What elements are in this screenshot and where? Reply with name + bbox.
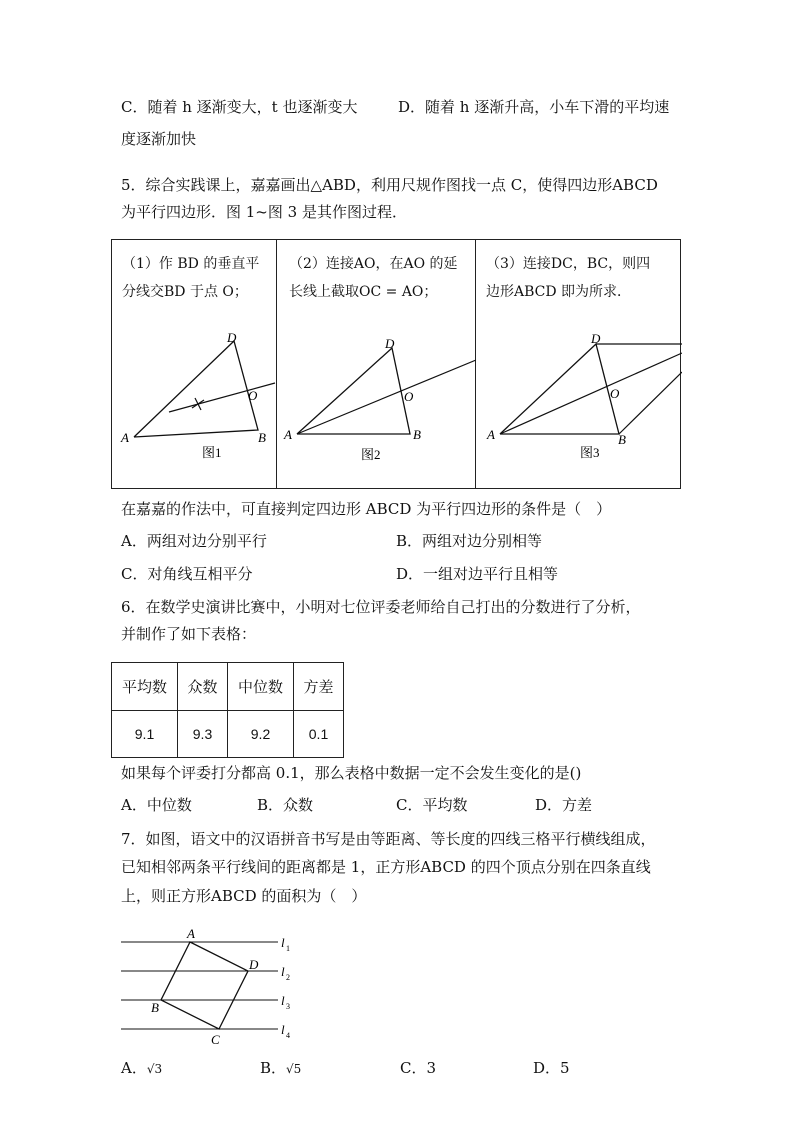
fig3-label-d: D <box>591 331 601 346</box>
q6-stem-line2: 并制作了如下表格： <box>121 625 257 643</box>
fig3-label-o: O <box>610 386 620 401</box>
fig2-label-o: O <box>404 389 414 404</box>
table-header-variance: 方差 <box>294 663 344 711</box>
fig3-label-b: B <box>618 432 626 447</box>
fig1-label-b: B <box>258 430 266 445</box>
table-header-mode: 众数 <box>178 663 228 711</box>
q7-option-a: A．√3 <box>121 1059 163 1077</box>
figure-cell-1 <box>112 240 277 488</box>
table-value-median: 9.2 <box>228 711 294 758</box>
q7-option-b: B．√5 <box>260 1059 302 1077</box>
step3-line2: 边形ABCD 即为所求． <box>486 284 632 300</box>
step1-line2: 分线交BD 于点 O； <box>122 284 248 300</box>
table-value-row <box>112 711 344 758</box>
fig1-label-o: O <box>248 388 258 403</box>
q5-option-b: B．两组对边分别相等 <box>396 532 543 550</box>
q7-label-d: D <box>249 957 259 972</box>
q5-question: 在嘉嘉的作法中，可直接判定四边形 ABCD 为平行四边形的条件是（ ） <box>121 500 612 518</box>
q7-option-c: C．3 <box>400 1059 437 1077</box>
q7-stem-line2: 已知相邻两条平行线间的距离都是 1，正方形ABCD 的四个顶点分别在四条直线 <box>121 858 651 876</box>
step2-line1: （2）连接AO，在AO 的延 <box>289 256 458 272</box>
fig2-caption: 图2 <box>361 447 381 462</box>
q6-option-a: A．中位数 <box>121 796 192 814</box>
q5-stem-line1: 5．综合实践课上，嘉嘉画出△ABD，利用尺规作图找一点 C，使得四边形ABCD <box>121 176 658 194</box>
fig3-label-a: A <box>487 427 495 442</box>
q7-square-diagram <box>115 920 315 1050</box>
table-header-median: 中位数 <box>228 663 294 711</box>
fig2-label-a: A <box>284 427 292 442</box>
svg-text:l: l <box>281 993 285 1008</box>
svg-text:4: 4 <box>286 1031 290 1040</box>
fig2-label-d: D <box>385 336 395 351</box>
step1-line1: （1）作 BD 的垂直平 <box>122 256 260 272</box>
q7-label-c: C <box>211 1032 220 1047</box>
line-label-l4 <box>281 1022 290 1040</box>
q7-stem-line1: 7．如图，语文中的汉语拼音书写是由等距离、等长度的四线三格平行横线组成， <box>121 830 656 848</box>
q5-figure-table <box>111 239 681 489</box>
fig3-caption: 图3 <box>580 445 600 460</box>
fig1-caption: 图1 <box>202 445 222 460</box>
q6-option-d: D．方差 <box>535 796 593 814</box>
line-label-l2 <box>281 964 290 982</box>
figure-2-diagram <box>277 240 476 490</box>
table-value-mean: 9.1 <box>112 711 178 758</box>
figure-3-diagram <box>476 240 682 490</box>
q7-stem-line3: 上，则正方形ABCD 的面积为（ ） <box>121 887 367 905</box>
fig1-label-a: A <box>121 430 129 445</box>
svg-text:l: l <box>281 1022 285 1037</box>
q5-option-a: A．两组对边分别平行 <box>121 532 267 550</box>
q6-option-b: B．众数 <box>257 796 314 814</box>
svg-text:l: l <box>281 935 285 950</box>
q7-option-d: D．5 <box>533 1059 570 1077</box>
q7-label-a: A <box>187 926 195 941</box>
q6-stem-line1: 6．在数学史演讲比赛中，小明对七位评委老师给自己打出的分数进行了分析， <box>121 598 641 616</box>
line-label-l3 <box>281 993 290 1011</box>
fig1-label-d: D <box>227 330 237 345</box>
svg-text:2: 2 <box>286 973 290 982</box>
step2-line2: 长线上截取OC = AO； <box>289 284 438 300</box>
figure-cell-3 <box>476 240 682 488</box>
fig2-label-b: B <box>413 427 421 442</box>
table-value-mode: 9.3 <box>178 711 228 758</box>
step3-line1: （3）连接DC，BC，则四 <box>486 256 651 272</box>
table-value-variance: 0.1 <box>294 711 344 758</box>
q6-question: 如果每个评委打分都高 0.1，那么表格中数据一定不会发生变化的是() <box>121 764 582 782</box>
q4-option-d-continued: 度逐渐加快 <box>121 130 197 148</box>
q7-label-b: B <box>151 1000 159 1015</box>
q5-option-d: D．一组对边平行且相等 <box>396 565 559 583</box>
figure-cell-2 <box>277 240 476 488</box>
svg-text:l: l <box>281 964 285 979</box>
q6-statistics-table <box>111 662 344 758</box>
figure-1-diagram <box>112 240 277 490</box>
q4-option-d: D．随着 h 逐渐升高，小车下滑的平均速 <box>398 98 670 116</box>
svg-text:3: 3 <box>286 1002 290 1011</box>
q5-option-c: C．对角线互相平分 <box>121 565 253 583</box>
svg-text:1: 1 <box>286 944 290 953</box>
table-header-row <box>112 663 344 711</box>
line-label-l1 <box>281 935 290 953</box>
table-header-mean: 平均数 <box>112 663 178 711</box>
q4-option-c: C．随着 h 逐渐变大，t 也逐渐变大 <box>121 98 358 116</box>
q6-option-c: C．平均数 <box>396 796 468 814</box>
q5-stem-line2: 为平行四边形．图 1~图 3 是其作图过程． <box>121 203 407 221</box>
